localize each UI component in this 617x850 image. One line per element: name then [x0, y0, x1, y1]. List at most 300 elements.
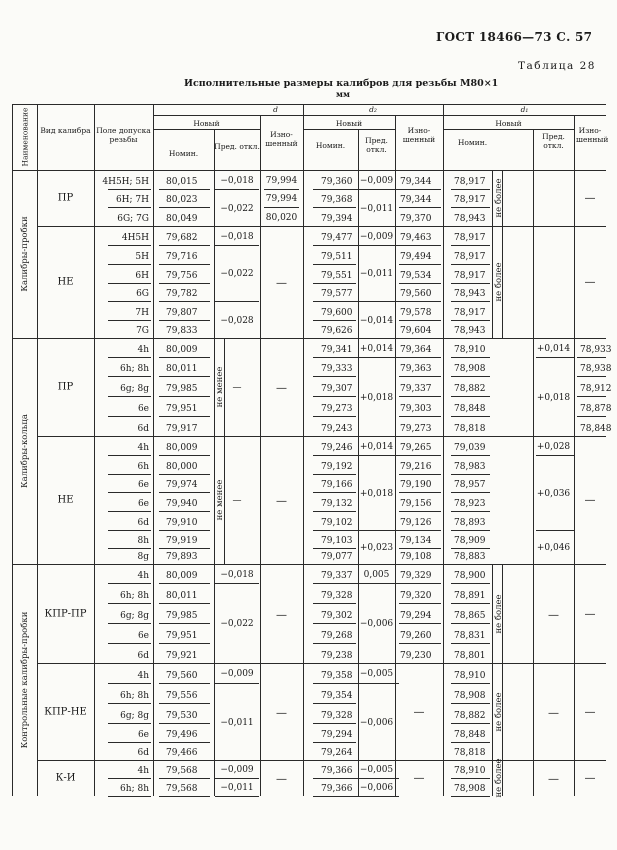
tolerance-cell: 4h — [137, 345, 149, 355]
d1-nominal-cell: 78,908 — [454, 364, 486, 374]
d2-nominal-cell: 79,132 — [321, 499, 353, 509]
cell-rule — [215, 778, 259, 779]
cell-rule — [159, 207, 210, 208]
d2-worn-cell: 79,370 — [400, 214, 432, 224]
cell-rule — [313, 338, 356, 339]
d2-worn-cell: 79,337 — [400, 384, 432, 394]
cell-rule — [108, 778, 151, 779]
cell-rule — [577, 396, 606, 397]
header-dev: Пред. откл. — [365, 136, 388, 154]
d1-limit-note: не более — [494, 178, 504, 218]
cell-rule — [108, 436, 151, 437]
d-limit-note: не менее — [215, 479, 225, 521]
cell-rule — [159, 703, 210, 704]
cell-rule — [399, 416, 441, 417]
d1-deviation-cell: +0,014 — [536, 343, 571, 354]
d1-nominal-cell: 78,910 — [454, 345, 486, 355]
cell-rule — [399, 301, 441, 302]
cell-rule — [355, 583, 399, 584]
d1-deviation-cell: +0,036 — [536, 488, 571, 499]
cell-rule — [451, 703, 490, 704]
cell-rule — [399, 548, 441, 549]
cell-rule — [536, 564, 574, 565]
cell-rule — [313, 742, 356, 743]
cell-rule — [108, 320, 151, 321]
d2-deviation-cell: +0,014 — [359, 343, 394, 354]
cell-rule — [451, 376, 490, 377]
d2-nominal-cell: 79,626 — [321, 326, 353, 336]
gauge-kind: К-И — [55, 772, 76, 784]
cell-rule — [399, 283, 441, 284]
d2-nominal-cell: 79,354 — [321, 691, 353, 701]
d1-worn-cell: 78,933 — [580, 345, 612, 355]
cell-rule — [108, 583, 151, 584]
cell-rule — [313, 301, 356, 302]
gauge-kind: КПР-ПР — [44, 608, 87, 619]
d1-nominal-cell: 78,917 — [454, 195, 486, 205]
cell-rule — [451, 778, 490, 779]
d-worn-cell: 80,020 — [265, 212, 298, 223]
d2-worn-cell: 79,329 — [400, 571, 432, 581]
column-rule — [260, 115, 261, 796]
tolerance-cell: 6d — [137, 518, 149, 528]
d2-nominal-cell: 79,511 — [321, 252, 353, 262]
cell-rule — [451, 264, 490, 265]
d2-nominal-cell: 79,333 — [321, 364, 353, 374]
cell-rule — [399, 376, 441, 377]
cell-rule — [108, 643, 151, 644]
d1-deviation-cell: — — [548, 706, 559, 719]
cell-rule — [451, 663, 490, 664]
cell-rule — [313, 436, 356, 437]
d-nominal-cell: 80,049 — [166, 214, 198, 224]
cell-rule — [451, 583, 490, 584]
d2-nominal-cell: 79,360 — [321, 177, 353, 187]
cell-rule — [313, 623, 356, 624]
cell-rule — [399, 564, 441, 565]
tolerance-cell: 5H — [135, 252, 149, 262]
d2-nominal-cell: 79,192 — [321, 462, 353, 472]
d-nominal-cell: 79,568 — [166, 784, 198, 794]
d1-worn-cell: — — [584, 275, 596, 289]
d1-limit-note: не более — [494, 758, 504, 798]
cell-rule — [451, 511, 490, 512]
d-nominal-cell: 79,985 — [166, 384, 198, 394]
d-deviation-cell: −0,018 — [220, 175, 254, 186]
cell-rule — [159, 474, 210, 475]
cell-rule — [313, 796, 356, 797]
cell-rule — [399, 245, 441, 246]
d-nominal-cell: 79,985 — [166, 611, 198, 621]
d-deviation-cell: −0,018 — [220, 231, 254, 242]
cell-rule — [313, 530, 356, 531]
d1-nominal-cell: 78,917 — [454, 308, 486, 318]
cell-rule — [159, 742, 210, 743]
d2-deviation-cell: −0,009 — [359, 175, 394, 186]
cell-rule — [313, 564, 356, 565]
cell-rule — [159, 643, 210, 644]
tolerance-cell: 4h — [137, 571, 149, 581]
d2-nominal-cell: 79,328 — [321, 591, 353, 601]
cell-rule — [108, 796, 151, 797]
d-nominal-cell: 79,893 — [166, 552, 198, 562]
d2-worn-cell: 79,604 — [400, 326, 432, 336]
gauge-kind: НЕ — [57, 494, 74, 506]
cell-rule — [108, 357, 151, 358]
cell-rule — [355, 530, 399, 531]
d2-deviation-cell: 0,005 — [363, 569, 390, 580]
cell-rule — [313, 189, 356, 190]
d2-worn-cell: 79,363 — [400, 364, 432, 374]
cell-rule — [313, 455, 356, 456]
cell-rule — [159, 603, 210, 604]
cell-rule — [108, 338, 151, 339]
cell-rule — [451, 357, 490, 358]
d-nominal-cell: 79,921 — [166, 651, 198, 661]
d2-worn-cell: 79,364 — [400, 345, 432, 355]
cell-rule — [355, 226, 399, 227]
d-nominal-cell: 79,682 — [166, 233, 198, 243]
tolerance-cell: 6h; 8h — [120, 784, 149, 794]
d2-nominal-cell: 79,243 — [321, 424, 353, 434]
d1-nominal-cell: 78,957 — [454, 480, 486, 490]
header-nom: Номин. — [457, 138, 488, 147]
tolerance-cell: 6G; 7G — [117, 214, 149, 224]
cell-rule — [159, 683, 210, 684]
d2-deviation-cell: +0,014 — [359, 441, 394, 452]
header-name: Наименование — [20, 107, 29, 167]
d2-nominal-cell: 79,394 — [321, 214, 353, 224]
note-rule — [492, 226, 493, 338]
d-nominal-cell: 79,530 — [166, 711, 198, 721]
cell-rule — [108, 564, 151, 565]
d1-worn-cell: 78,912 — [580, 384, 612, 394]
cell-rule — [313, 723, 356, 724]
cell-rule — [451, 796, 490, 797]
cell-rule — [399, 357, 441, 358]
cell-rule — [313, 548, 356, 549]
d2-nominal-cell: 79,103 — [321, 536, 353, 546]
cell-rule — [313, 778, 356, 779]
d2-deviation-cell: −0,011 — [359, 203, 394, 214]
cell-rule — [159, 548, 210, 549]
header-worn: Изно-шенный — [402, 126, 436, 144]
cell-rule — [108, 548, 151, 549]
cell-rule — [399, 530, 441, 531]
d2-deviation-cell: −0,009 — [359, 231, 394, 242]
d-nominal-cell: 79,568 — [166, 766, 198, 776]
d-deviation-cell: −0,028 — [220, 315, 254, 326]
cell-rule — [159, 796, 210, 797]
cell-rule — [355, 760, 399, 761]
d-worn-cell: — — [276, 772, 287, 786]
table-unit: мм — [336, 89, 350, 99]
cell-rule — [451, 320, 490, 321]
d-nominal-cell: 79,940 — [166, 499, 198, 509]
cell-rule — [355, 338, 399, 339]
d2-worn-cell: — — [413, 705, 425, 718]
tolerance-cell: 4h — [137, 443, 149, 453]
group-label: Калибры-кольца — [19, 414, 30, 488]
cell-rule — [108, 603, 151, 604]
d-nominal-cell: 79,807 — [166, 308, 198, 318]
cell-rule — [313, 703, 356, 704]
cell-rule — [159, 530, 210, 531]
d1-nominal-cell: 78,865 — [454, 611, 486, 621]
cell-rule — [399, 623, 441, 624]
cell-rule — [108, 416, 151, 417]
tolerance-cell: 6H — [135, 271, 149, 281]
d1-worn-cell: — — [584, 607, 596, 620]
d2-worn-cell: 79,216 — [400, 462, 432, 472]
cell-rule — [399, 264, 441, 265]
cell-rule — [355, 564, 399, 565]
d-worn-cell: 79,994 — [265, 175, 298, 186]
d-worn-cell: — — [276, 381, 287, 395]
d2-nominal-cell: 79,302 — [321, 611, 353, 621]
note-rule — [492, 564, 493, 663]
d2-worn-cell: 79,344 — [400, 195, 432, 205]
header-kind: Вид калибра — [40, 126, 91, 135]
tolerance-cell: 6e — [137, 631, 149, 641]
d-deviation-cell: −0,009 — [220, 669, 254, 679]
tolerance-cell: 6h; 8h — [120, 591, 149, 601]
cell-rule — [451, 474, 490, 475]
d1-nominal-cell: 78,943 — [454, 214, 486, 224]
tolerance-cell: 4H5H — [121, 233, 149, 243]
tolerance-cell: 8g — [137, 552, 149, 562]
d1-worn-cell: 78,938 — [580, 364, 612, 374]
d1-nominal-cell: 78,909 — [454, 536, 486, 546]
d-nominal-cell: 79,910 — [166, 518, 198, 528]
cell-rule — [159, 226, 210, 227]
cell-rule — [215, 683, 259, 684]
cell-rule — [159, 583, 210, 584]
header-dev: Пред. откл. — [542, 132, 565, 150]
tolerance-cell: 4h — [137, 671, 149, 681]
d1-limit-note: не более — [494, 593, 504, 634]
cell-rule — [108, 189, 151, 190]
cell-rule — [399, 396, 441, 397]
cell-rule — [451, 564, 490, 565]
tolerance-cell: 6H; 7H — [115, 195, 149, 205]
cell-rule — [313, 320, 356, 321]
d-nominal-cell: 79,756 — [166, 271, 198, 281]
cell-rule — [108, 376, 151, 377]
d1-limit-note: не более — [494, 691, 504, 732]
cell-rule — [108, 283, 151, 284]
d2-nominal-cell: 79,368 — [321, 195, 353, 205]
d1-nominal-cell: 78,943 — [454, 326, 486, 336]
header-rule — [443, 129, 574, 130]
cell-rule — [159, 357, 210, 358]
cell-rule — [159, 778, 210, 779]
d2-nominal-cell: 79,268 — [321, 631, 353, 641]
cell-rule — [159, 663, 210, 664]
cell-rule — [451, 760, 490, 761]
column-rule — [358, 129, 359, 796]
header-nom: Номин. — [168, 149, 199, 158]
cell-rule — [536, 530, 574, 531]
d-limit-note: не менее — [215, 366, 225, 408]
d-nominal-cell: 79,716 — [166, 252, 198, 262]
d2-nominal-cell: 79,366 — [321, 784, 353, 794]
d1-nominal-cell: 78,917 — [454, 252, 486, 262]
cell-rule — [313, 283, 356, 284]
cell-rule — [108, 742, 151, 743]
d2-worn-cell: 79,265 — [400, 443, 432, 453]
d-nominal-cell: 80,000 — [166, 462, 198, 472]
header-rule — [153, 129, 260, 130]
tolerance-cell: 6e — [137, 730, 149, 740]
d2-worn-cell: 79,156 — [400, 499, 432, 509]
d2-worn-cell: 79,190 — [400, 480, 432, 490]
cell-rule — [451, 683, 490, 684]
cell-rule — [159, 723, 210, 724]
d-nominal-cell: 80,009 — [166, 443, 198, 453]
d1-worn-cell: 78,848 — [580, 424, 612, 434]
cell-rule — [159, 189, 210, 190]
d-deviation-cell: — — [232, 496, 242, 506]
column-rule — [574, 115, 575, 796]
cell-rule — [355, 455, 399, 456]
cell-rule — [355, 357, 399, 358]
d2-worn-cell: 79,126 — [400, 518, 432, 528]
tolerance-cell: 6h; 8h — [120, 364, 149, 374]
d2-nominal-cell: 79,551 — [321, 271, 353, 281]
tolerance-cell: 4H5H; 5H — [102, 177, 149, 187]
cell-rule — [399, 603, 441, 604]
d1-nominal-cell: 78,831 — [454, 631, 486, 641]
cell-rule — [451, 643, 490, 644]
d2-deviation-cell: −0,011 — [359, 269, 394, 279]
header-worn: Изно-шенный — [576, 126, 609, 144]
cell-rule — [108, 474, 151, 475]
cell-rule — [108, 511, 151, 512]
cell-rule — [159, 492, 210, 493]
d1-nominal-cell: 78,801 — [454, 651, 486, 661]
cell-rule — [399, 474, 441, 475]
d2-worn-cell: 79,273 — [400, 424, 432, 434]
cell-rule — [108, 623, 151, 624]
tolerance-cell: 6e — [137, 404, 149, 414]
d2-deviation-cell: +0,023 — [359, 543, 394, 553]
cell-rule — [577, 357, 606, 358]
d1-nominal-cell: 78,910 — [454, 671, 486, 681]
tolerance-cell: 6G — [136, 289, 149, 299]
header-d1: d₁ — [520, 105, 529, 114]
cell-rule — [451, 455, 490, 456]
cell-rule — [451, 530, 490, 531]
note-rule — [492, 663, 493, 760]
tolerance-cell: 6g; 8g — [120, 711, 149, 721]
d-nominal-cell: 79,556 — [166, 691, 198, 701]
cell-rule — [313, 245, 356, 246]
d2-deviation-cell: −0,006 — [359, 619, 394, 629]
d-deviation-cell: −0,011 — [220, 783, 254, 793]
d2-nominal-cell: 79,577 — [321, 289, 353, 299]
cell-rule — [399, 436, 441, 437]
d-nominal-cell: 80,023 — [166, 195, 198, 205]
d2-worn-cell: 79,230 — [400, 651, 432, 661]
cell-rule — [355, 189, 399, 190]
cell-rule — [355, 245, 399, 246]
d2-worn-cell: 79,463 — [400, 233, 432, 243]
d1-worn-cell: — — [584, 771, 596, 785]
kind-rule — [37, 170, 606, 171]
tolerance-cell: 4h — [137, 766, 149, 776]
cell-rule — [451, 283, 490, 284]
cell-rule — [313, 583, 356, 584]
d1-nominal-cell: 78,908 — [454, 691, 486, 701]
cell-rule — [159, 320, 210, 321]
d2-nominal-cell: 79,366 — [321, 766, 353, 776]
d1-nominal-cell: 78,882 — [454, 384, 486, 394]
cell-rule — [451, 742, 490, 743]
cell-rule — [451, 396, 490, 397]
cell-rule — [108, 663, 151, 664]
cell-rule — [215, 583, 259, 584]
cell-rule — [451, 603, 490, 604]
cell-rule — [108, 245, 151, 246]
column-rule — [443, 104, 444, 796]
d1-nominal-cell: 79,039 — [454, 443, 486, 453]
tolerance-cell: 6e — [137, 499, 149, 509]
d2-nominal-cell: 79,294 — [321, 730, 353, 740]
header-new: Новый — [193, 119, 220, 128]
tolerance-cell: 7H — [135, 308, 149, 318]
cell-rule — [451, 436, 490, 437]
d2-nominal-cell: 79,358 — [321, 671, 353, 681]
d1-nominal-cell: 78,818 — [454, 748, 486, 758]
cell-rule — [108, 760, 151, 761]
d-nominal-cell: 80,011 — [166, 364, 198, 374]
cell-rule — [399, 338, 441, 339]
d1-deviation-cell: — — [548, 608, 559, 621]
d2-deviation-cell: −0,006 — [359, 783, 394, 793]
d-deviation-cell: −0,022 — [220, 269, 254, 279]
tolerance-cell: 6h; 8h — [120, 691, 149, 701]
d1-deviation-cell: +0,028 — [536, 441, 571, 452]
d1-nominal-cell: 78,910 — [454, 766, 486, 776]
cell-rule — [313, 474, 356, 475]
d-worn-cell: — — [276, 494, 287, 508]
cell-rule — [159, 283, 210, 284]
tolerance-cell: 6h — [137, 462, 149, 472]
header-tolerance: Поле допуска резьбы — [96, 126, 151, 144]
d1-nominal-cell: 78,818 — [454, 424, 486, 434]
cell-rule — [215, 564, 259, 565]
cell-rule — [355, 796, 399, 797]
d-worn-cell: — — [276, 276, 287, 290]
cell-rule — [159, 511, 210, 512]
cell-rule — [399, 583, 441, 584]
cell-rule — [536, 455, 574, 456]
cell-rule — [313, 643, 356, 644]
d-worn-cell: — — [276, 706, 287, 719]
cell-rule — [399, 511, 441, 512]
cell-rule — [451, 245, 490, 246]
d1-limit-note: не более — [494, 262, 504, 302]
d1-nominal-cell: 78,848 — [454, 730, 486, 740]
cell-rule — [313, 396, 356, 397]
cell-rule — [313, 511, 356, 512]
d2-nominal-cell: 79,264 — [321, 748, 353, 758]
cell-rule — [108, 264, 151, 265]
cell-rule — [313, 416, 356, 417]
cell-rule — [108, 492, 151, 493]
header-new: Новый — [335, 119, 363, 128]
